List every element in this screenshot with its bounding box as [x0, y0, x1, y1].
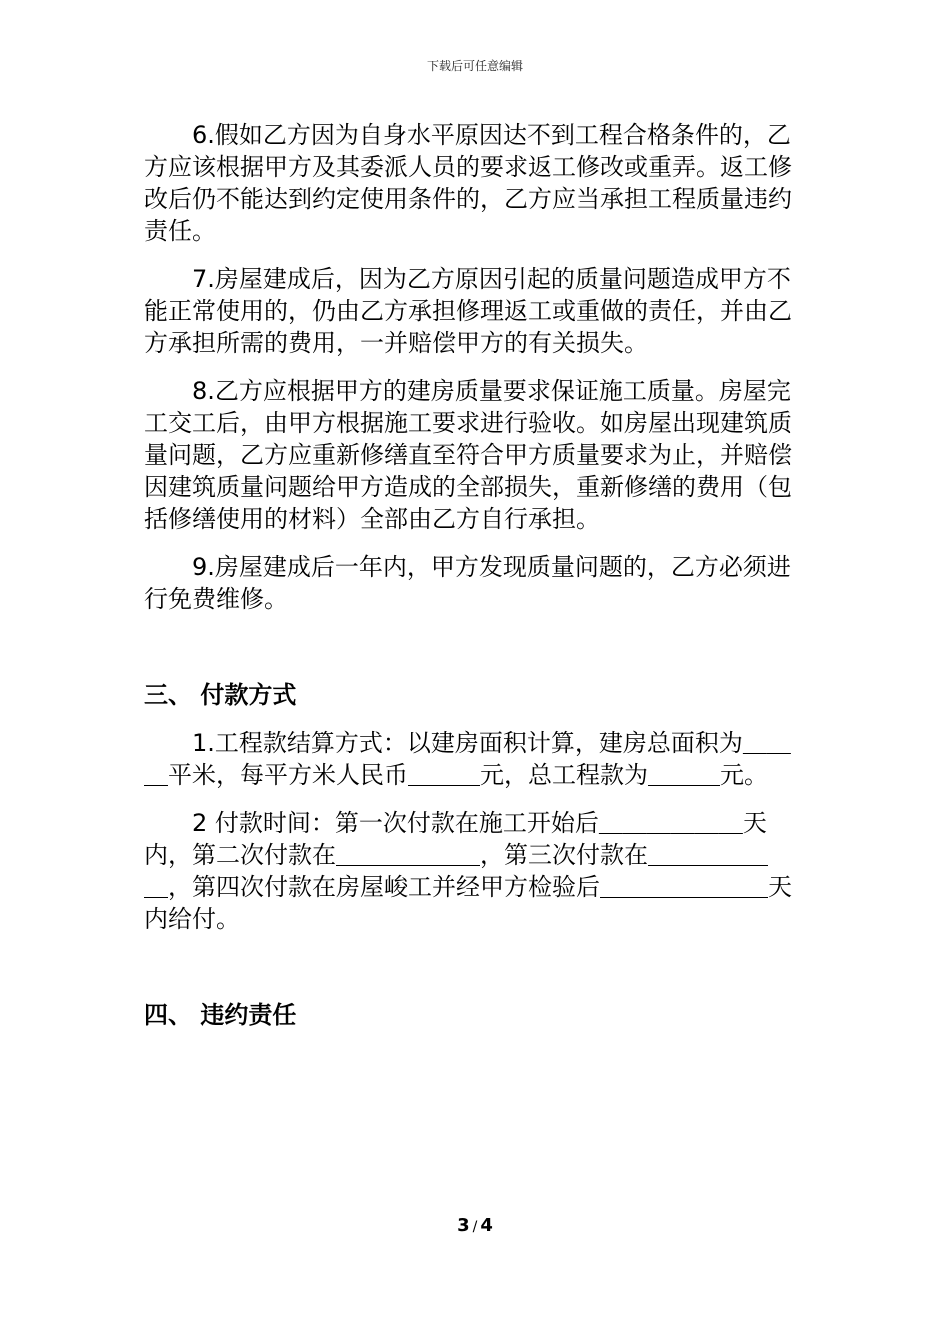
- page-number: [0, 1215, 950, 1236]
- clause-6: 6.假如乙方因为自身水平原因达不到工程合格条件的，乙方应该根据甲方及其委派人员的要求返工修改或重弄。返工修改后仍不能达到约定使用条件的，乙方应当承担工程质量违约责任。: [144, 121, 792, 245]
- section-3-heading: 三、 付款方式: [144, 681, 297, 709]
- clause-9: 9.房屋建成后一年内，甲方发现质量问题的，乙方必须进行免费维修。: [144, 553, 791, 613]
- header-note: 下载后可任意编辑: [426, 59, 523, 73]
- document-body: [144, 119, 794, 1031]
- page-total: 4: [480, 1215, 493, 1236]
- section-4-heading: 四、 违约责任: [144, 1001, 297, 1029]
- payment-schedule-clause: 2 付款时间：第一次付款在施工开始后＿＿＿＿＿＿天内，第二次付款在＿＿＿＿＿＿，第三次付款在＿＿＿＿＿＿，第四次付款在房屋峻工并经甲方检验后＿＿＿＿＿＿＿天内给付。: [144, 809, 792, 933]
- page-current: 3: [457, 1215, 470, 1236]
- clause-8: 8.乙方应根据甲方的建房质量要求保证施工质量。房屋完工交工后，由甲方根据施工要求进行验收。如房屋出现建筑质量问题，乙方应重新修缮直至符合甲方质量要求为止，并赔偿因建筑质量问题给甲方造成的全部损失，重新修缮的费用（包括修缮使用的材料）全部由乙方自行承担。: [144, 377, 792, 533]
- page-separator: /: [472, 1219, 478, 1235]
- payment-settlement-clause: 1.工程款结算方式：以建房面积计算，建房总面积为＿＿＿平米，每平方米人民币＿＿＿元，总工程款为＿＿＿元。: [144, 729, 791, 789]
- clause-7: 7.房屋建成后，因为乙方原因引起的质量问题造成甲方不能正常使用的，仍由乙方承担修理返工或重做的责任，并由乙方承担所需的费用，一并赔偿甲方的有关损失。: [144, 265, 792, 357]
